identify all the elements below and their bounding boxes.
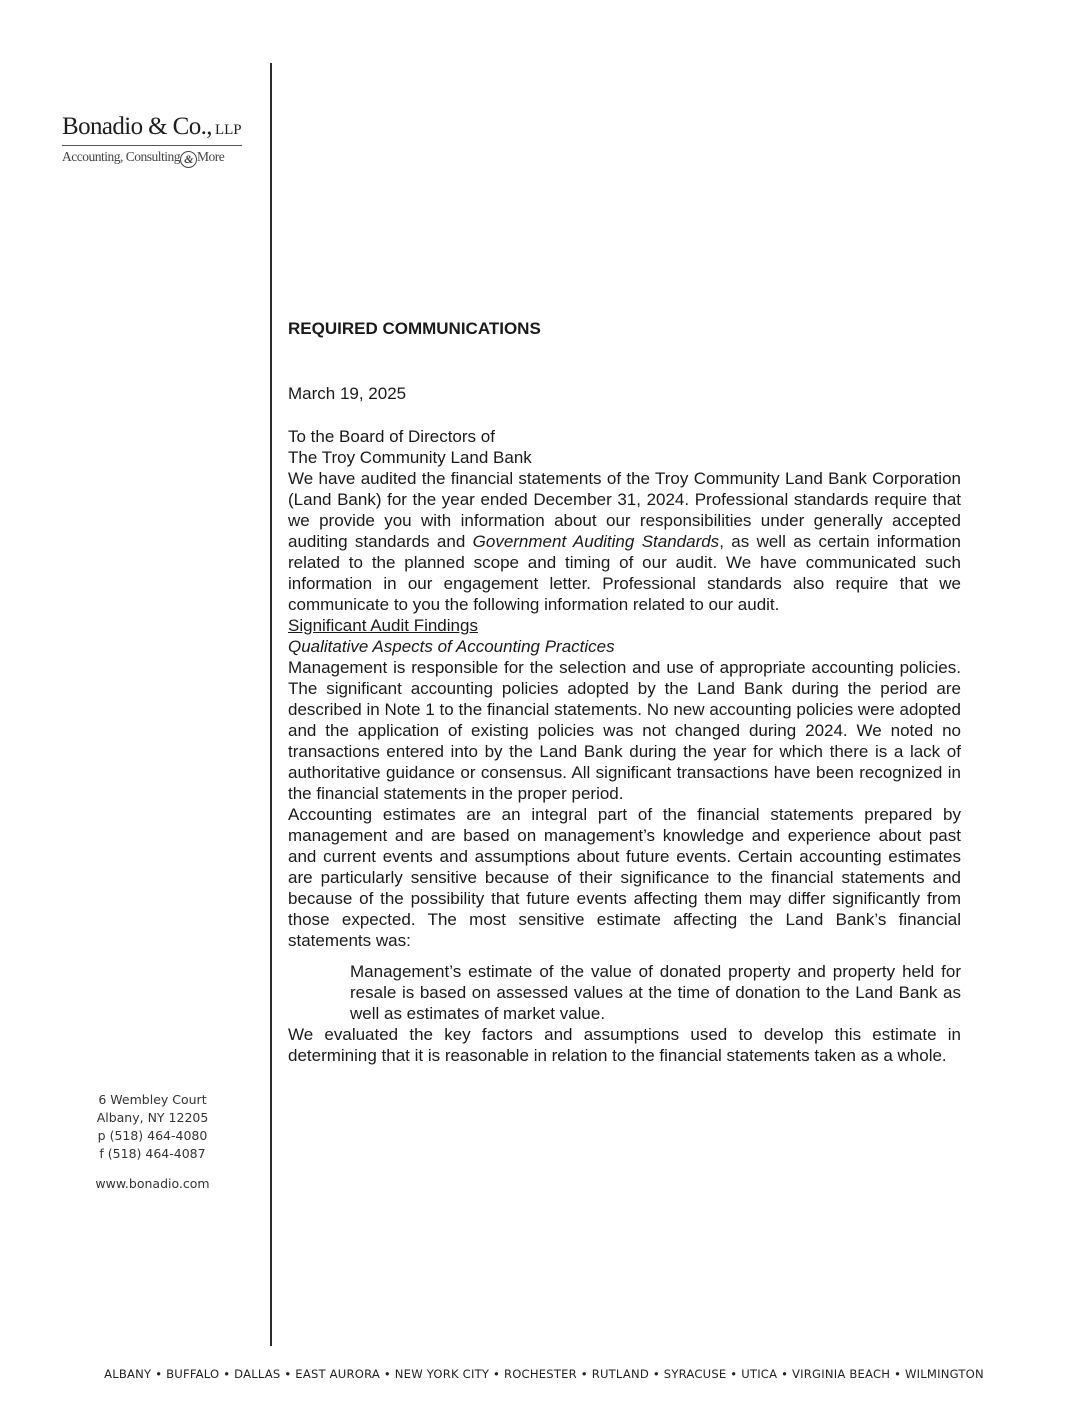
- address-city: Albany, NY 12205: [96, 1110, 209, 1125]
- sidebar-address: [60, 1091, 245, 1193]
- address-fax: f (518) 464-4087: [99, 1146, 206, 1161]
- logo-name: [62, 113, 247, 144]
- subsection-heading: Qualitative Aspects of Accounting Practices: [288, 637, 615, 656]
- logo-ampersand-icon: &: [180, 151, 197, 168]
- estimates-paragraph: Accounting estimates are an integral part of the financial statements prepared by management and are based on management’s knowledge and experience about past and current events and assumptions about future events. Certain accounting estimates are particularly sensitive because of their significance to the financial statements and because of the possibility that future events affecting them may differ significantly from those expected. The most sensitive estimate affecting the Land Bank’s financial statements was:: [288, 805, 961, 950]
- logo-name-text: Bonadio & Co.,: [62, 113, 212, 140]
- section-heading: Significant Audit Findings: [288, 616, 478, 635]
- indented-estimate: Management’s estimate of the value of donated property and property held for resale is based on assessed values at the time of donation to the Land Bank as well as estimates of market value.: [350, 962, 961, 1023]
- footer-offices: ALBANY • BUFFALO • DALLAS • EAST AURORA • NEW YORK CITY • ROCHESTER • RUTLAND • SYRACUSE • UTICA • VIRGINIA BEACH • WILMINGTON: [104, 1367, 984, 1381]
- address-phone: p (518) 464-4080: [97, 1128, 208, 1143]
- addressee: [288, 426, 961, 468]
- intro-text-italic: Government Auditing Standards: [472, 532, 720, 551]
- management-paragraph: Management is responsible for the selection and use of appropriate accounting policies. The significant accounting policies adopted by the Land Bank during the period are described in Note 1 to the financial statements. No new accounting policies were adopted and the application of existing policies was not changed during 2024. We noted no transactions entered into by the Land Bank during the year for which there is a lack of authoritative guidance or consensus. All significant transactions have been recognized in the financial statements in the proper period.: [288, 658, 961, 803]
- intro-text-before: We have audited the financial statements of the Troy Community Land Bank Corporation (Land Bank) for the year ended December 31, 2024. Professional standards require that we provide you with information about our responsibilities under generally accepted auditing standards and: [288, 469, 961, 551]
- addressee-line-2: The Troy Community Land Bank: [288, 448, 532, 467]
- logo-tagline-after: More: [197, 149, 225, 164]
- logo-tagline: [62, 148, 247, 168]
- letter-body: [288, 318, 961, 1066]
- addressee-line-1: To the Board of Directors of: [288, 427, 495, 446]
- address-website: www.bonadio.com: [95, 1176, 210, 1191]
- logo-tagline-before: Accounting, Consulting: [62, 149, 180, 164]
- company-logo: [62, 113, 247, 168]
- letter-date: March 19, 2025: [288, 384, 407, 403]
- logo-rule: [62, 145, 242, 146]
- page-title: REQUIRED COMMUNICATIONS: [288, 319, 541, 338]
- intro-text-after: , as well as certain information related to the planned scope and timing of our audit. We have communicated such information in our engagement letter. Professional standards also require that we communicate to you the following information related to our audit.: [288, 532, 961, 614]
- logo-suffix: LLP: [214, 122, 242, 138]
- vertical-divider: [270, 63, 272, 1346]
- intro-paragraph: [288, 468, 961, 615]
- address-street: 6 Wembley Court: [98, 1092, 207, 1107]
- evaluation-paragraph: We evaluated the key factors and assumptions used to develop this estimate in determining that it is reasonable in relation to the financial statements taken as a whole.: [288, 1025, 961, 1065]
